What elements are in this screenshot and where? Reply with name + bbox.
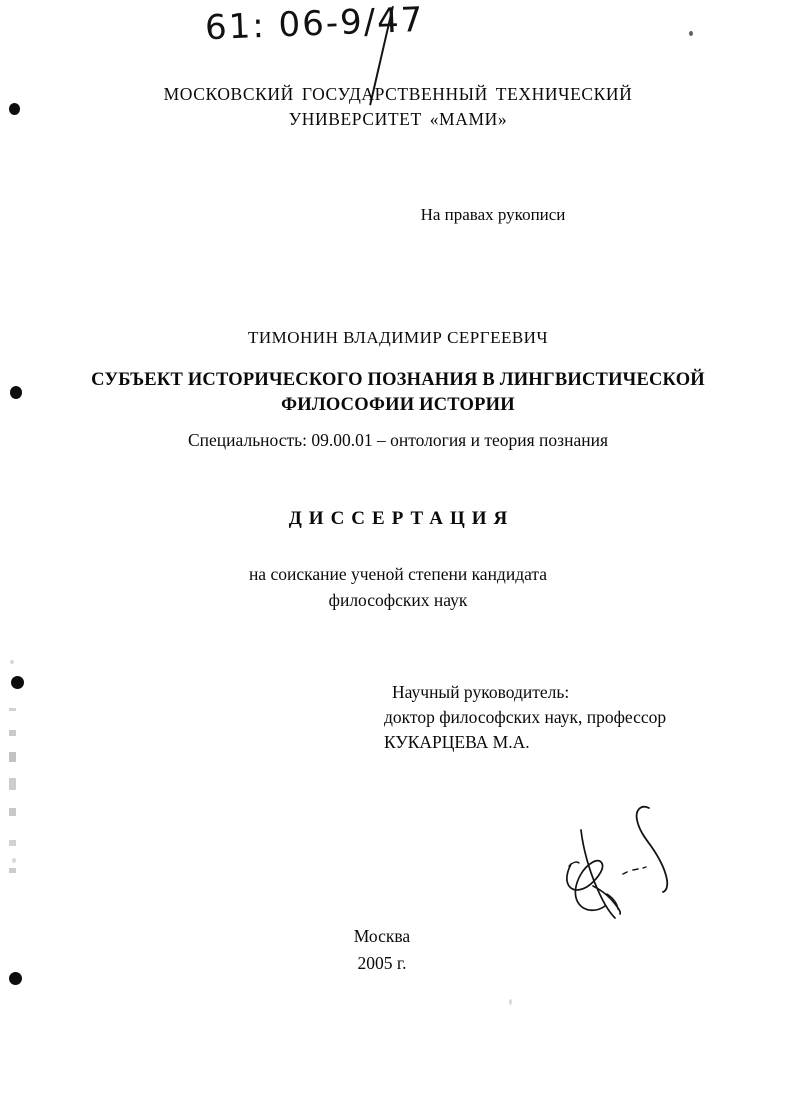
- scan-speck: [10, 660, 14, 664]
- degree-line-1: на соискание ученой степени кандидата: [248, 564, 548, 584]
- scan-speck: [689, 31, 693, 36]
- specialty-line: Специальность: 09.00.01 – онтология и теория познания: [188, 430, 608, 450]
- work-type-heading: ДИССЕРТАЦИЯ: [288, 508, 515, 529]
- handwritten-signature-icon: [545, 790, 695, 920]
- supervisor-label: Научный руководитель:: [392, 682, 570, 702]
- manuscript-rights-note: На правах рукописи: [420, 205, 566, 224]
- scan-speck: [10, 386, 22, 399]
- scan-noise-strip: [9, 690, 16, 920]
- author-name: ТИМОНИН ВЛАДИМИР СЕРГЕЕВИЧ: [247, 328, 549, 347]
- scan-speck: [12, 858, 16, 863]
- organization-line-2: УНИВЕРСИТЕТ «МАМИ»: [288, 109, 508, 129]
- title-line-1: СУБЪЕКТ ИСТОРИЧЕСКОГО ПОЗНАНИЯ В ЛИНГВИСТИЧЕСКОЙ: [91, 370, 705, 390]
- scan-speck: [509, 999, 512, 1005]
- organization-header: [0, 82, 796, 132]
- supervisor-name: КУКАРЦЕВА М.А.: [384, 732, 530, 752]
- footer-block: [0, 923, 796, 977]
- degree-statement: [0, 561, 796, 613]
- degree-line-2: философских наук: [328, 590, 468, 610]
- scan-speck: [9, 972, 22, 985]
- footer-year: 2005 г.: [357, 953, 407, 973]
- organization-line-1: МОСКОВСКИЙ ГОСУДАРСТВЕННЫЙ ТЕХНИЧЕСКИЙ: [163, 84, 633, 104]
- scan-speck: [11, 676, 24, 689]
- dissertation-title: [60, 368, 736, 418]
- scan-speck: [9, 103, 20, 115]
- handwritten-archive-number: 61: 06-9/47: [204, 0, 426, 49]
- supervisor-block: [384, 680, 666, 755]
- footer-city: Москва: [353, 926, 411, 946]
- supervisor-rank: доктор философских наук, профессор: [384, 707, 667, 727]
- title-line-2: ФИЛОСОФИИ ИСТОРИИ: [281, 395, 515, 415]
